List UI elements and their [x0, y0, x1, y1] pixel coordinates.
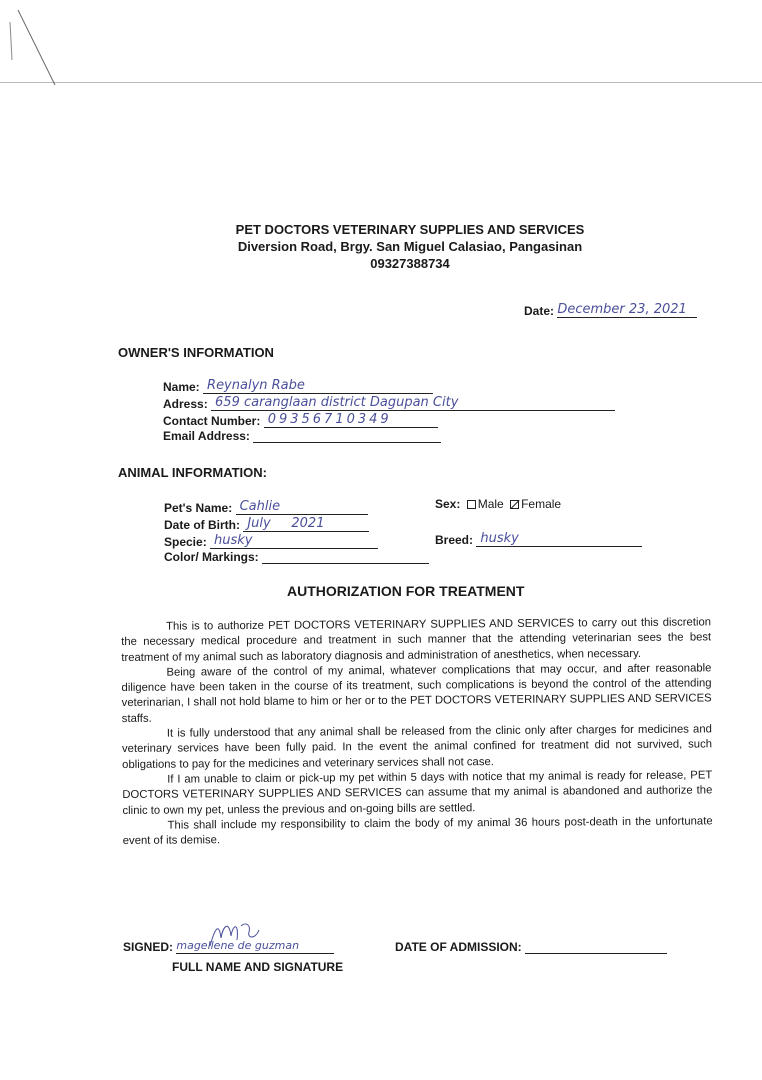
specie-field — [164, 533, 378, 549]
dob-value[interactable]: July 2021 — [243, 516, 369, 532]
owner-email-value[interactable] — [253, 442, 441, 443]
scan-edge-line — [0, 82, 762, 83]
pet-name-field — [164, 499, 368, 515]
pet-name-value[interactable]: Cahlie — [236, 499, 368, 515]
authorization-paragraph: Being aware of the control of my animal, whatever complications that may occur, and after reasonable diligence have been taken in the course of its treatment, such complications is beyond the control of the attending veterinarian, I shall not hold blame to him or her or to the PET DOCTORS VETERINARY SUPPLIES AND SERVICES staffs. — [121, 662, 712, 725]
sex-label: Sex: — [435, 497, 461, 511]
owner-address-value[interactable]: 659 caranglaan district Dagupan City — [211, 395, 615, 411]
authorization-title: AUTHORIZATION FOR TREATMENT — [287, 583, 525, 599]
signature-caption: FULL NAME AND SIGNATURE — [172, 960, 344, 974]
dob-field — [164, 516, 369, 532]
owner-name-value[interactable]: Reynalyn Rabe — [203, 378, 433, 394]
color-field — [164, 550, 429, 564]
breed-label: Breed: — [435, 533, 474, 547]
color-value[interactable] — [262, 563, 429, 564]
pet-name-label: Pet's Name: — [164, 501, 233, 515]
scan-corner-mark — [0, 0, 60, 90]
animal-section-title: ANIMAL INFORMATION: — [118, 465, 267, 480]
sex-male-checkbox[interactable] — [467, 500, 476, 509]
color-label: Color/ Markings: — [164, 550, 259, 564]
authorization-paragraph: It is fully understood that any animal shall be released from the clinic only after charges for medicines and veterinary services have been fully paid. In the event the animal confined for treatment did not survived, such obligations to pay for the medicines and veterinary services shall not case. — [121, 723, 713, 771]
date-label: Date: — [524, 304, 555, 318]
sex-female-label: Female — [521, 497, 562, 511]
owner-email-label: Email Address: — [163, 429, 250, 443]
owner-contact-label: Contact Number: — [163, 414, 261, 428]
breed-field — [435, 531, 642, 547]
signed-field — [123, 938, 334, 954]
authorization-paragraph: If I am unable to claim or pick-up my pet within 5 days with notice that my animal is ready for release, PET DOCTORS VETERINARY SUPPLIES AND SERVICES can assume that my animal is abandoned and authorize the clinic to own my pet, unless the previous and on-going bills are settled. — [122, 769, 713, 817]
owner-contact-value[interactable]: 09356710349 — [264, 412, 438, 428]
admission-label: DATE OF ADMISSION: — [395, 940, 522, 954]
admission-field — [395, 940, 667, 954]
sex-male-label: Male — [477, 497, 504, 511]
company-phone: 09327388734 — [370, 256, 450, 271]
owner-section-title: OWNER'S INFORMATION — [118, 345, 274, 360]
authorization-body — [121, 615, 713, 849]
owner-email-field — [163, 429, 441, 443]
authorization-paragraph: This shall include my responsibility to claim the body of my animal 36 hours post-death in the unfortunate event of its demise. — [122, 815, 713, 848]
company-address: Diversion Road, Brgy. San Miguel Calasiao, Pangasinan — [237, 239, 583, 254]
company-name: PET DOCTORS VETERINARY SUPPLIES AND SERVICES — [235, 222, 585, 237]
owner-address-field — [163, 395, 615, 411]
owner-name-label: Name: — [163, 380, 200, 394]
sex-field — [435, 497, 561, 511]
dob-label: Date of Birth: — [164, 518, 240, 532]
specie-value[interactable]: husky — [210, 533, 378, 549]
owner-name-field — [163, 378, 433, 394]
authorization-paragraph: This is to authorize PET DOCTORS VETERINARY SUPPLIES AND SERVICES to carry out this discretion the necessary medical procedure and treatment in such manner that the attending veterinarian sees the best treatment of my animal such as laboratory diagnosis and administration of anesthetics, when necessary. — [121, 616, 712, 664]
admission-value[interactable] — [525, 953, 667, 954]
letterhead — [0, 221, 762, 272]
signed-value[interactable]: magellene de guzman — [176, 938, 334, 954]
date-value[interactable]: December 23, 2021 — [557, 302, 697, 318]
signed-label: SIGNED: — [123, 940, 174, 954]
specie-label: Specie: — [164, 535, 207, 549]
owner-address-label: Adress: — [163, 397, 208, 411]
sex-female-checkbox[interactable] — [510, 500, 519, 509]
owner-contact-field — [163, 412, 438, 428]
breed-value[interactable]: husky — [476, 531, 642, 547]
date-field — [524, 302, 697, 318]
